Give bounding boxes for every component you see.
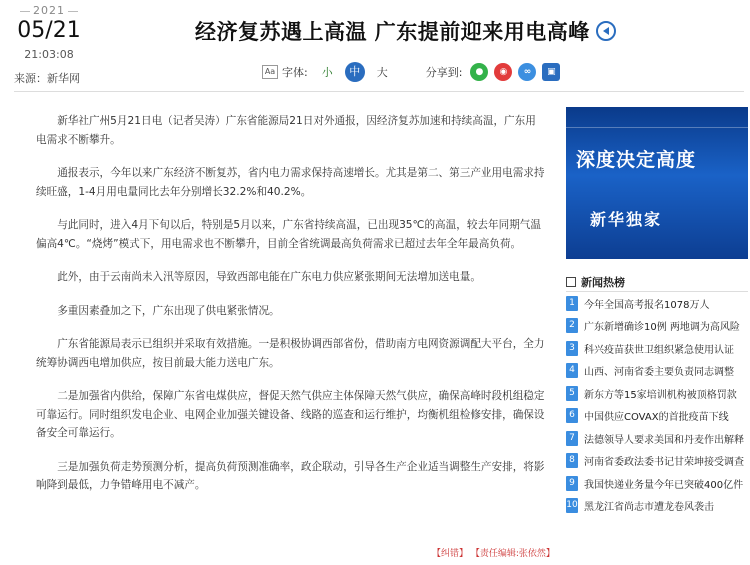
hot-news-item[interactable] [566, 495, 748, 518]
hot-news-item[interactable] [566, 315, 748, 338]
article-toolbar [262, 62, 560, 82]
header-divider [14, 91, 744, 92]
article-paragraph: 通报表示，今年以来广东经济不断复苏，省内电力需求保持高速增长。尤其是第二、第三产业用电需求持续旺盛，1-4月用电量同比去年分别增长32.2%和40.2%。 [36, 167, 545, 198]
responsible-editor: 【责任编辑:张依然】 [470, 549, 555, 559]
rank-badge: 10 [566, 498, 578, 513]
article-paragraph: 新华社广州5月21日电（记者吴涛）广东省能源局21日对外通报，因经济复苏加速和持续高温，广东用电需求不断攀升。 [36, 115, 536, 146]
article-body [36, 112, 546, 510]
article-paragraph: 与此同时，进入4月下旬以后，特别是5月以来，广东省持续高温，已出现35℃的高温，较去年同期气温偏高4℃。“烧烤”模式下，用电需求也不断攀升，目前全省统调最高负荷需求已超过去年全年最高负荷。 [36, 219, 541, 250]
hot-news-link[interactable]: 广东新增确诊10例 两地调为高风险 [584, 322, 740, 334]
hot-news-item[interactable] [566, 360, 748, 383]
hot-news-link[interactable]: 法德领导人要求美国和丹麦作出解释 [584, 434, 744, 446]
rank-badge: 2 [566, 318, 578, 333]
hot-news-item[interactable] [566, 337, 748, 360]
hot-news-link[interactable]: 黑龙江省尚志市遭龙卷风袭击 [584, 502, 714, 514]
publish-date: 05/21 [17, 18, 81, 43]
hot-news-panel [566, 272, 748, 517]
hot-news-item[interactable] [566, 450, 748, 473]
banner-stripe [566, 127, 748, 128]
hot-news-link[interactable]: 河南省委政法委书记甘荣坤接受调查 [584, 457, 744, 469]
article-source: 来源：新华网 [14, 72, 80, 85]
rank-badge: 1 [566, 296, 578, 311]
promo-banner[interactable] [566, 107, 748, 259]
banner-subline: 新华独家 [590, 210, 663, 229]
hot-news-title: 新闻热榜 [581, 275, 625, 289]
share-label: 分享到: [425, 66, 463, 79]
publish-year: 2021 [14, 4, 84, 17]
article-paragraph: 二是加强省内供给，保障广东省电煤供应，督促天然气供应主体保障天然气供应，确保高峰时段机组稳定可靠运行。同时组织发电企业、电网企业加强关键设备、线路的巡查和运行维护，均衡机组检修安排，确保设备安全可靠运行。 [36, 390, 545, 439]
page-title: 经济复苏遇上高温 广东提前迎来用电高峰 [195, 20, 590, 44]
report-error-link[interactable]: 【纠错】 [432, 549, 469, 559]
banner-headline: 深度决定高度 [576, 149, 697, 171]
title-row [195, 16, 616, 46]
hot-news-link[interactable]: 新东方等15家培训机构被顶格罚款 [584, 389, 737, 401]
rank-badge: 9 [566, 476, 578, 491]
rank-badge: 6 [566, 408, 578, 423]
qzone-icon[interactable]: ▣ [542, 63, 560, 81]
rank-badge: 4 [566, 363, 578, 378]
font-size-icon: Aa [262, 65, 278, 79]
hot-news-link[interactable]: 山西、河南省委主要负责同志调整 [584, 367, 734, 379]
hot-news-link[interactable]: 今年全国高考报名1078万人 [584, 299, 710, 311]
rank-badge: 5 [566, 386, 578, 401]
font-medium-button[interactable]: 中 [345, 62, 365, 82]
hot-news-item[interactable] [566, 405, 748, 428]
date-block [14, 4, 84, 61]
wechat-icon[interactable]: ● [470, 63, 488, 81]
hot-news-link[interactable]: 我国快递业务量今年已突破400亿件 [584, 479, 744, 491]
hot-news-link[interactable]: 中国供应COVAX的首批疫苗下线 [584, 412, 729, 424]
article-paragraph: 此外，由于云南尚未入汛等原因，导致西部电能在广东电力供应紧张期间无法增加送电量。 [57, 271, 481, 283]
speaker-icon[interactable] [596, 21, 616, 41]
article-paragraph: 广东省能源局表示已组织并采取有效措施。一是积极协调西部省份，借助南方电网资源调配大平台，全力统筹协调西电增加供应，按目前最大能力送电广东。 [36, 338, 545, 369]
hot-news-item[interactable] [566, 472, 748, 495]
rank-badge: 7 [566, 431, 578, 446]
hot-news-item[interactable] [566, 382, 748, 405]
font-small-button[interactable]: 小 [321, 66, 333, 79]
article-paragraph: 多重因素叠加之下，广东出现了供电紧张情况。 [57, 304, 280, 317]
link-icon[interactable]: ∞ [518, 63, 536, 81]
hot-news-item[interactable] [566, 427, 748, 450]
rank-badge: 3 [566, 341, 578, 356]
hot-news-item[interactable] [566, 292, 748, 315]
font-large-button[interactable]: 大 [376, 66, 388, 79]
article-paragraph: 三是加强负荷走势预测分析，提高负荷预测准确率，政企联动，引导各生产企业适当调整生产安排，将影响降到最低，力争错峰用电不减产。 [36, 460, 545, 491]
hot-news-header [566, 272, 748, 292]
weibo-icon[interactable]: ◉ [494, 63, 512, 81]
news-icon [566, 277, 576, 287]
hot-news-link[interactable]: 科兴疫苗获世卫组织紧急使用认证 [584, 344, 734, 356]
font-size-label: 字体: [282, 66, 308, 79]
publish-time: 21:03:08 [24, 48, 74, 61]
editor-line [432, 546, 555, 559]
rank-badge: 8 [566, 453, 578, 468]
